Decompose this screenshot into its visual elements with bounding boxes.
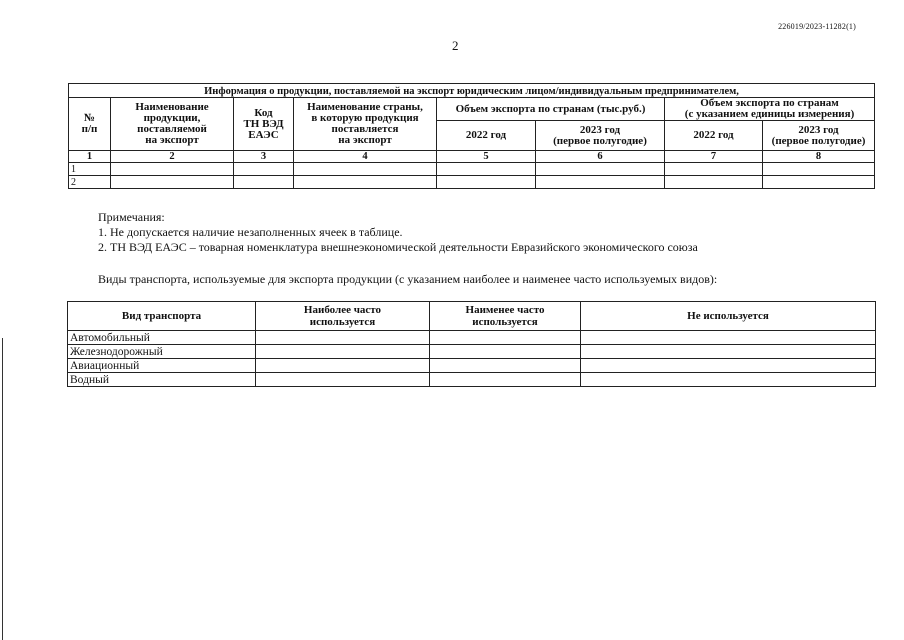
table-cell[interactable] [763,163,875,176]
row-number: 2 [69,176,111,189]
table-cell[interactable] [536,176,665,189]
header-least-used: Наименее часто используется [430,302,581,331]
header-units-2023: 2023 год (первое полугодие) [763,121,875,151]
header-most-used: Наиболее часто используется [256,302,430,331]
table-cell[interactable] [256,359,430,373]
header-num: № п/п [69,98,111,151]
table-cell[interactable] [430,359,581,373]
column-number: 1 [69,151,111,163]
header-volume-units: Объем экспорта по странам (с указанием единицы измерения) [665,98,875,121]
column-number: 2 [111,151,234,163]
header-not-used: Не используется [581,302,876,331]
table-cell[interactable] [437,176,536,189]
transport-type: Железнодорожный [68,345,256,359]
transport-type: Водный [68,373,256,387]
table-cell[interactable] [665,163,763,176]
table-cell[interactable] [430,331,581,345]
table-row [69,163,875,176]
document-id: 226019/2023-11282(1) [778,22,856,31]
export-table-title: Информация о продукции, поставляемой на экспорт юридическим лицом/индивидуальным предпринимателем, [69,84,875,98]
column-number: 4 [294,151,437,163]
column-number: 3 [234,151,294,163]
table-cell[interactable] [430,373,581,387]
table-cell[interactable] [665,176,763,189]
table-row [68,345,876,359]
header-code: Код ТН ВЭД ЕАЭС [234,98,294,151]
table-cell[interactable] [256,373,430,387]
export-info-table [68,83,875,189]
column-number: 7 [665,151,763,163]
column-number: 6 [536,151,665,163]
transport-type: Авиационный [68,359,256,373]
page-number: 2 [452,38,459,53]
transport-type: Автомобильный [68,331,256,345]
table-cell[interactable] [581,331,876,345]
column-number: 5 [437,151,536,163]
column-number-row [69,151,875,163]
header-rub-2023: 2023 год (первое полугодие) [536,121,665,151]
table-cell[interactable] [256,331,430,345]
page-edge-line [2,338,3,640]
header-rub-2022: 2022 год [437,121,536,151]
table-row [68,359,876,373]
table-cell[interactable] [294,163,437,176]
table-cell[interactable] [111,163,234,176]
header-product: Наименование продукции, поставляемой на экспорт [111,98,234,151]
table-row [69,176,875,189]
column-number: 8 [763,151,875,163]
header-country: Наименование страны, в которую продукция поставляется на экспорт [294,98,437,151]
header-units-2022: 2022 год [665,121,763,151]
notes-section [98,210,698,255]
table-cell[interactable] [763,176,875,189]
table-cell[interactable] [581,345,876,359]
table-cell[interactable] [234,163,294,176]
header-volume-rub: Объем экспорта по странам (тыс.руб.) [437,98,665,121]
table-cell[interactable] [294,176,437,189]
table-cell[interactable] [256,345,430,359]
table-row [68,373,876,387]
note-item: 2. ТН ВЭД ЕАЭС – товарная номенклатура внешнеэкономической деятельности Евразийского экономического союза [98,240,698,254]
note-item: 1. Не допускается наличие незаполненных ячеек в таблице. [98,225,403,239]
table-cell[interactable] [111,176,234,189]
row-number: 1 [69,163,111,176]
table-cell[interactable] [234,176,294,189]
transport-intro: Виды транспорта, используемые для экспорта продукции (с указанием наиболее и наименее часто используемых видов): [98,272,718,286]
header-transport-type: Вид транспорта [68,302,256,331]
table-row [68,331,876,345]
table-cell[interactable] [581,373,876,387]
notes-title: Примечания: [98,210,165,224]
table-cell[interactable] [536,163,665,176]
table-cell[interactable] [581,359,876,373]
table-cell[interactable] [430,345,581,359]
table-cell[interactable] [437,163,536,176]
transport-table [67,301,876,387]
